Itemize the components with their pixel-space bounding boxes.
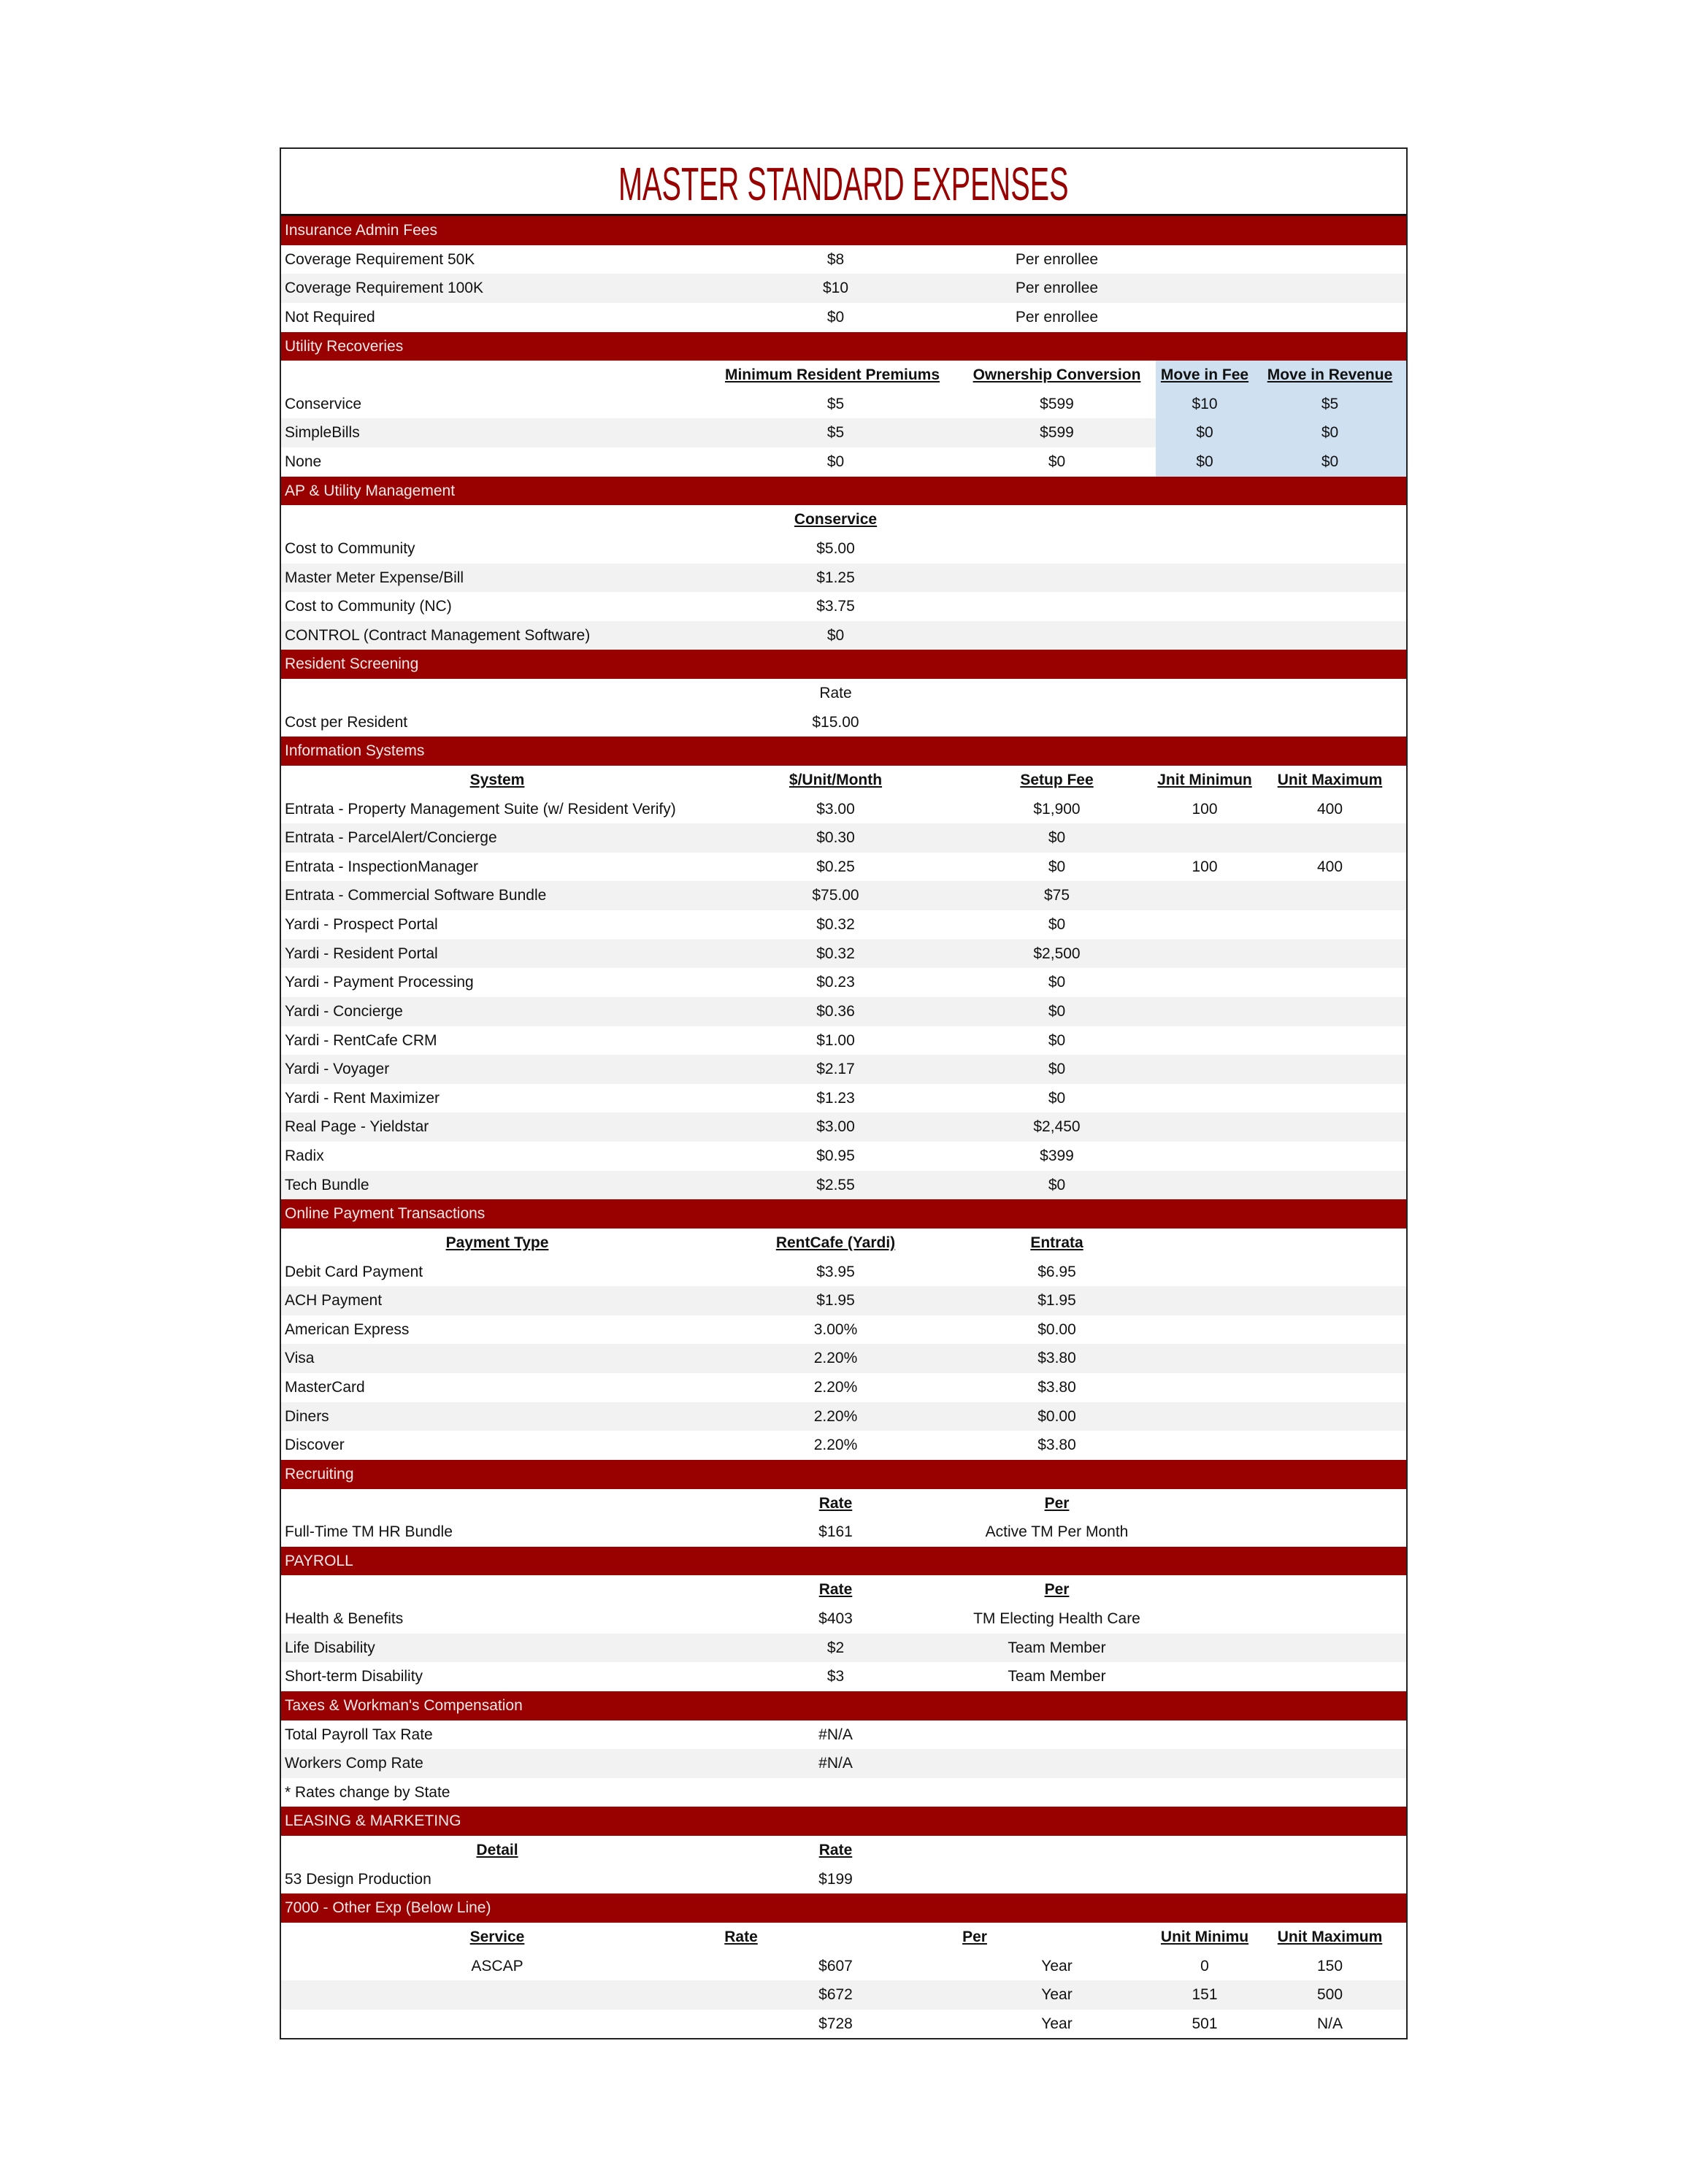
row-label: Not Required: [285, 308, 375, 326]
table-row: [281, 1865, 1406, 1894]
per: TM Electing Health Care: [973, 1610, 1140, 1627]
rate: $607: [818, 1957, 853, 1975]
row-label: SimpleBills: [285, 424, 360, 442]
rentcafe-fee: 3.00%: [813, 1320, 858, 1338]
column-header: Rate: [818, 1581, 853, 1599]
system-name: Entrata - InspectionManager: [285, 858, 478, 875]
amount: $8: [826, 250, 845, 268]
column-header: Per: [1044, 1581, 1070, 1599]
value: $15.00: [812, 713, 859, 731]
table-row: [281, 1055, 1406, 1084]
payment-type: MasterCard: [285, 1379, 365, 1396]
section-title: AP & Utility Management: [285, 482, 456, 499]
row-label: None: [285, 453, 322, 470]
table-row: [281, 303, 1406, 332]
value: $0: [826, 626, 845, 644]
value: $3.75: [816, 598, 855, 615]
setup-fee: $0: [1048, 916, 1066, 933]
column-header-row: [281, 1228, 1406, 1258]
table-row: [281, 1373, 1406, 1402]
table-row: [281, 418, 1406, 447]
monthly-rate: $3.00: [816, 800, 855, 818]
entrata-fee: $6.95: [1037, 1263, 1076, 1280]
unit-min: [1156, 823, 1254, 853]
ownership-conversion: $0: [1048, 453, 1066, 470]
table-row: [281, 1749, 1406, 1778]
title-row: [281, 149, 1406, 216]
system-name: Yardi - Prospect Portal: [285, 916, 438, 933]
table-row: [281, 1720, 1406, 1750]
section-header-ap-utility: [281, 477, 1406, 506]
setup-fee: $0: [1048, 974, 1066, 991]
section-header-recruiting: [281, 1460, 1406, 1489]
payment-type: American Express: [285, 1320, 410, 1338]
setup-fee: $0: [1048, 1031, 1066, 1049]
per: Per enrollee: [1015, 250, 1099, 268]
detail: 53 Design Production: [285, 1870, 431, 1888]
table-row: [281, 274, 1406, 303]
column-header-row: [281, 679, 1406, 708]
rate: $728: [818, 2015, 853, 2032]
row-label: Life Disability: [285, 1639, 375, 1656]
table-row: [281, 997, 1406, 1026]
row-label: Workers Comp Rate: [285, 1755, 423, 1772]
payment-type: Discover: [285, 1437, 345, 1454]
table-row: [281, 795, 1406, 824]
section-title: Insurance Admin Fees: [285, 222, 437, 239]
column-header: Entrata: [1030, 1234, 1083, 1251]
note-row: [281, 1778, 1406, 1807]
table-row: [281, 1402, 1406, 1431]
per: Per enrollee: [1015, 280, 1099, 297]
column-header-row: [281, 361, 1406, 390]
setup-fee: $2,500: [1033, 945, 1081, 962]
table-row: [281, 1344, 1406, 1373]
monthly-rate: $0.36: [816, 1002, 855, 1020]
row-label: Cost to Community (NC): [285, 598, 452, 615]
table-row: [281, 823, 1406, 853]
per: Year: [1041, 1986, 1073, 2004]
section-title: Taxes & Workman's Compensation: [285, 1696, 523, 1714]
min-premium: $0: [826, 453, 845, 470]
per: Year: [1041, 1957, 1073, 1975]
column-header: Service: [469, 1928, 525, 1945]
value: $1.25: [816, 569, 855, 586]
column-header-row: [281, 1575, 1406, 1604]
move-in-fee: $10: [1156, 390, 1254, 419]
payment-type: Diners: [285, 1407, 329, 1425]
payment-type: ACH Payment: [285, 1292, 383, 1310]
section-title: Utility Recoveries: [285, 337, 404, 355]
rate: $161: [818, 1523, 853, 1541]
table-row: [281, 1026, 1406, 1056]
table-row: [281, 708, 1406, 737]
row-label: Cost per Resident: [285, 713, 408, 731]
monthly-rate: $1.23: [816, 1089, 855, 1107]
rentcafe-fee: $1.95: [816, 1292, 855, 1310]
move-in-revenue: $0: [1254, 447, 1406, 477]
unit-max: 400: [1316, 858, 1343, 875]
row-label: Conservice: [285, 395, 362, 412]
column-header-row: [281, 1489, 1406, 1518]
column-header: Detail: [476, 1842, 518, 1858]
entrata-fee: $1.95: [1037, 1292, 1076, 1310]
row-label: Total Payroll Tax Rate: [285, 1726, 433, 1743]
monthly-rate: $0.25: [816, 858, 855, 875]
rate: $403: [818, 1610, 853, 1627]
column-header: Rate: [818, 1842, 853, 1858]
column-header-row: [281, 766, 1406, 795]
rentcafe-fee: $3.95: [816, 1263, 855, 1280]
monthly-rate: $0.32: [816, 945, 855, 962]
table-row: [281, 881, 1406, 910]
setup-fee: $75: [1043, 887, 1070, 904]
table-row: [281, 564, 1406, 593]
move-in-revenue: $0: [1254, 418, 1406, 447]
table-row: [281, 447, 1406, 477]
column-header: Unit Minimu: [1160, 1928, 1249, 1945]
unit-min: 0: [1200, 1957, 1209, 1975]
min-premium: $5: [826, 395, 845, 412]
row-label: Full-Time TM HR Bundle: [285, 1523, 453, 1541]
rentcafe-fee: 2.20%: [813, 1407, 858, 1425]
entrata-fee: $3.80: [1037, 1379, 1076, 1396]
table-row: [281, 1112, 1406, 1142]
table-row: [281, 1604, 1406, 1634]
setup-fee: $0: [1048, 1002, 1066, 1020]
amount: $0: [826, 308, 845, 326]
column-header-row: [281, 1836, 1406, 1865]
system-name: Entrata - Commercial Software Bundle: [285, 887, 547, 904]
entrata-fee: $3.80: [1037, 1437, 1076, 1454]
system-name: Real Page - Yieldstar: [285, 1118, 429, 1136]
table-row: [281, 592, 1406, 621]
table-row: [281, 1980, 1406, 2010]
section-title: LEASING & MARKETING: [285, 1812, 461, 1830]
unit-max: N/A: [1316, 2015, 1343, 2032]
per: Year: [1041, 2015, 1073, 2032]
ownership-conversion: $599: [1040, 395, 1074, 412]
move-in-fee: $0: [1156, 418, 1254, 447]
table-row: [281, 2010, 1406, 2039]
unit-max: 150: [1316, 1957, 1343, 1975]
table-row: [281, 1662, 1406, 1691]
section-header-utility: [281, 332, 1406, 361]
entrata-fee: $0.00: [1037, 1407, 1076, 1425]
row-label: Cost to Community: [285, 539, 415, 557]
section-header-online-payments: [281, 1199, 1406, 1228]
system-name: Radix: [285, 1147, 324, 1164]
unit-min: 100: [1192, 800, 1218, 818]
service: ASCAP: [471, 1957, 523, 1975]
table-row: [281, 1315, 1406, 1345]
monthly-rate: $2.55: [816, 1176, 855, 1193]
table-row: [281, 1142, 1406, 1171]
column-header: Move in Fee: [1156, 361, 1254, 390]
column-header: Rate: [819, 685, 852, 701]
column-header: Conservice: [794, 511, 878, 528]
system-name: Yardi - RentCafe CRM: [285, 1031, 437, 1049]
per: Active TM Per Month: [985, 1523, 1129, 1541]
row-label: Master Meter Expense/Bill: [285, 569, 464, 586]
row-label: Health & Benefits: [285, 1610, 404, 1627]
column-header: Rate: [818, 1494, 853, 1512]
master-expenses-sheet: [280, 147, 1408, 2039]
payment-type: Visa: [285, 1350, 315, 1367]
row-label: CONTROL (Contract Management Software): [285, 626, 591, 644]
per: Team Member: [1008, 1639, 1106, 1656]
unit-min: 100: [1192, 858, 1218, 875]
section-header-info-systems: [281, 737, 1406, 766]
table-row: [281, 853, 1406, 882]
rate: $672: [818, 1986, 853, 2004]
section-header-payroll: [281, 1547, 1406, 1576]
monthly-rate: $0.23: [816, 974, 855, 991]
system-name: Yardi - Voyager: [285, 1061, 390, 1078]
section-header-insurance: [281, 216, 1406, 245]
rates-note: * Rates change by State: [285, 1783, 450, 1801]
section-title: 7000 - Other Exp (Below Line): [285, 1899, 491, 1917]
unit-max: [1254, 823, 1406, 853]
ownership-conversion: $599: [1040, 424, 1074, 442]
column-header: RentCafe (Yardi): [775, 1234, 896, 1251]
value: #N/A: [818, 1726, 853, 1743]
setup-fee: $0: [1048, 1176, 1066, 1193]
table-row: [281, 390, 1406, 419]
system-name: Entrata - Property Management Suite (w/ Resident Verify): [285, 800, 676, 818]
table-row: [281, 1286, 1406, 1315]
monthly-rate: $2.17: [816, 1061, 855, 1078]
system-name: Yardi - Concierge: [285, 1002, 403, 1020]
table-row: [281, 968, 1406, 997]
section-title: Information Systems: [285, 742, 425, 760]
column-header: Payment Type: [445, 1234, 549, 1251]
section-header-other-exp: [281, 1893, 1406, 1923]
rentcafe-fee: 2.20%: [813, 1437, 858, 1454]
table-row: [281, 1518, 1406, 1547]
rentcafe-fee: 2.20%: [813, 1350, 858, 1367]
column-header: Per: [1044, 1494, 1070, 1512]
setup-fee: $399: [1040, 1147, 1074, 1164]
table-row: [281, 245, 1406, 274]
column-header: Ownership Conversion: [972, 366, 1141, 384]
column-header-row: [281, 505, 1406, 534]
setup-fee: $2,450: [1033, 1118, 1081, 1136]
service: [281, 2010, 713, 2039]
section-header-leasing: [281, 1807, 1406, 1836]
setup-fee: $0: [1048, 1089, 1066, 1107]
move-in-fee: $0: [1156, 447, 1254, 477]
unit-min: 501: [1192, 2015, 1218, 2032]
monthly-rate: $0.95: [816, 1147, 855, 1164]
row-label: Coverage Requirement 100K: [285, 280, 483, 297]
system-name: Yardi - Payment Processing: [285, 974, 474, 991]
table-row: [281, 534, 1406, 564]
min-premium: $5: [826, 424, 845, 442]
unit-min: 151: [1192, 1986, 1218, 2004]
monthly-rate: $1.00: [816, 1031, 855, 1049]
amount: $10: [822, 280, 849, 297]
per: Per enrollee: [1015, 308, 1099, 326]
table-row: [281, 939, 1406, 969]
service: [281, 1980, 713, 2010]
rate: $199: [818, 1870, 853, 1888]
entrata-fee: $3.80: [1037, 1350, 1076, 1367]
rentcafe-fee: 2.20%: [813, 1379, 858, 1396]
monthly-rate: $0.30: [816, 829, 855, 847]
column-header: Unit Maximum: [1277, 1928, 1383, 1945]
column-header: Jnit Minimun: [1157, 771, 1252, 788]
table-row: [281, 910, 1406, 939]
row-label: Coverage Requirement 50K: [285, 250, 475, 268]
system-name: Entrata - ParcelAlert/Concierge: [285, 829, 497, 847]
table-row: [281, 1431, 1406, 1460]
entrata-fee: $0.00: [1037, 1320, 1076, 1338]
setup-fee: $1,900: [1033, 800, 1081, 818]
table-row: [281, 1171, 1406, 1200]
rate: $2: [826, 1639, 845, 1656]
column-header: Per: [962, 1928, 987, 1945]
setup-fee: $0: [1048, 858, 1066, 875]
table-row: [281, 1258, 1406, 1287]
column-header: System: [469, 771, 525, 788]
page-title: MASTER STANDARD EXPENSES: [618, 157, 1069, 210]
column-header: $/Unit/Month: [789, 771, 883, 788]
column-header: Move in Revenue: [1254, 361, 1406, 390]
section-header-screening: [281, 650, 1406, 679]
column-header: Setup Fee: [1020, 771, 1094, 788]
column-header: Minimum Resident Premiums: [724, 366, 940, 384]
system-name: Yardi - Rent Maximizer: [285, 1089, 440, 1107]
section-header-taxes: [281, 1691, 1406, 1720]
monthly-rate: $0.32: [816, 916, 855, 933]
setup-fee: $0: [1048, 1061, 1066, 1078]
move-in-revenue: $5: [1254, 390, 1406, 419]
payment-type: Debit Card Payment: [285, 1263, 423, 1280]
unit-max: 400: [1316, 800, 1343, 818]
per: Team Member: [1008, 1668, 1106, 1685]
monthly-rate: $3.00: [816, 1118, 855, 1136]
table-row: [281, 1952, 1406, 1981]
table-row: [281, 1084, 1406, 1113]
table-row: [281, 621, 1406, 650]
value: #N/A: [818, 1755, 853, 1772]
column-header-row: [281, 1923, 1406, 1952]
column-header: Unit Maximum: [1277, 771, 1383, 788]
row-label: Short-term Disability: [285, 1668, 423, 1685]
unit-max: 500: [1316, 1986, 1343, 2004]
system-name: Tech Bundle: [285, 1176, 369, 1193]
section-title: Resident Screening: [285, 655, 419, 673]
column-header: Rate: [724, 1928, 758, 1945]
system-name: Yardi - Resident Portal: [285, 945, 438, 962]
section-title: PAYROLL: [285, 1552, 353, 1569]
section-title: Online Payment Transactions: [285, 1205, 486, 1223]
table-row: [281, 1634, 1406, 1663]
value: $5.00: [816, 539, 855, 557]
setup-fee: $0: [1048, 829, 1066, 847]
monthly-rate: $75.00: [812, 887, 859, 904]
section-title: Recruiting: [285, 1465, 354, 1483]
rate: $3: [826, 1668, 845, 1685]
